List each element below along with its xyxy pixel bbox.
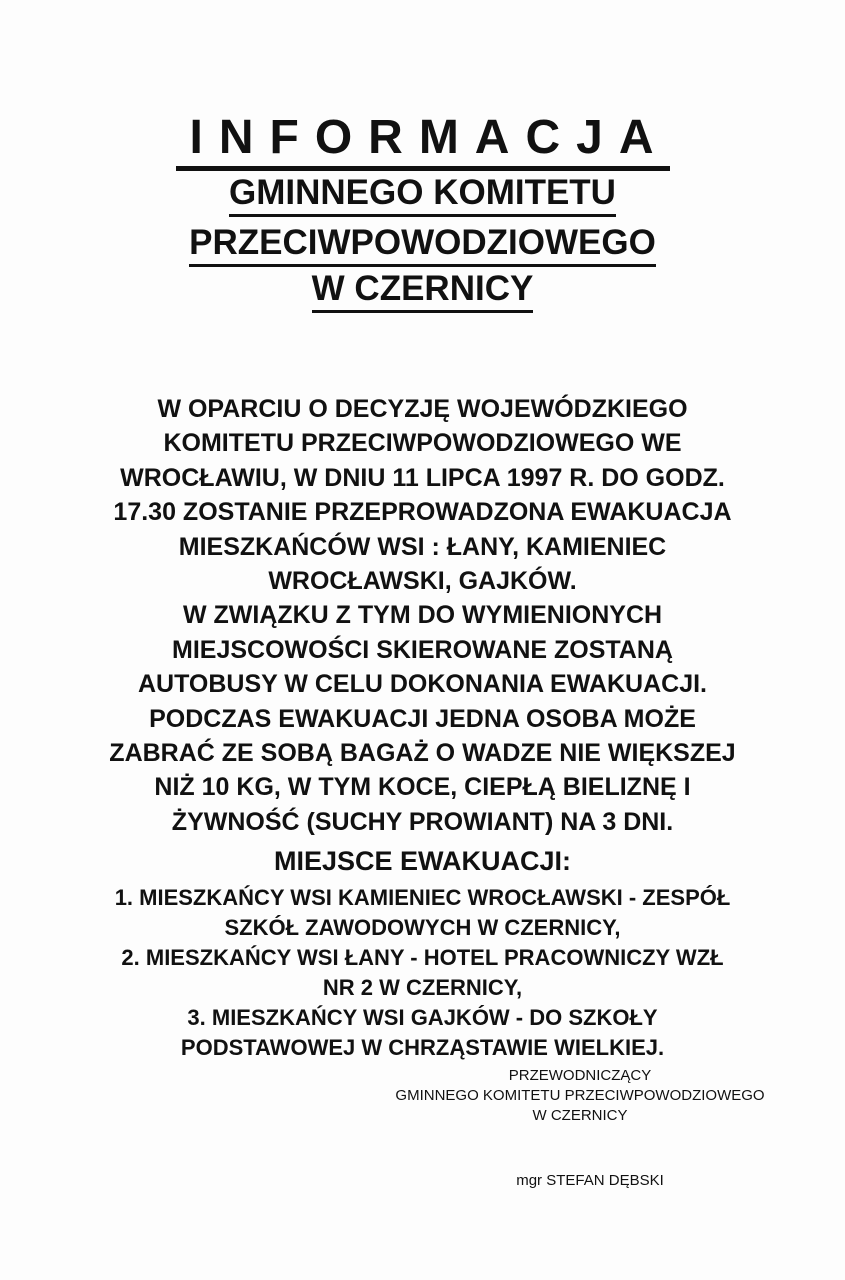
subtitle-line-1-text: GMINNEGO KOMITETU (229, 172, 616, 217)
subtitle-line-2 (0, 222, 845, 267)
body-line: PODCZAS EWAKUACJI JEDNA OSOBA MOŻE (149, 704, 696, 733)
signature-line: W CZERNICY (532, 1107, 628, 1124)
evacuation-line: PODSTAWOWEJ W CHRZĄSTAWIE WIELKIEJ. (180, 1035, 665, 1060)
evacuation-line: SZKÓŁ ZAWODOWYCH W CZERNICY, (224, 915, 621, 940)
evacuation-line: 1. MIESZKAŃCY WSI KAMIENIEC WROCŁAWSKI - ZESPÓŁ (114, 885, 731, 910)
body-line: MIEJSCOWOŚCI SKIEROWANE ZOSTANĄ (172, 635, 673, 664)
signature-line: PRZEWODNICZĄCY (508, 1067, 652, 1084)
announcement-body (40, 392, 805, 839)
body-line: W OPARCIU O DECYZJĘ WOJEWÓDZKIEGO (157, 395, 688, 423)
signer-name: mgr STEFAN DĘBSKI (516, 1172, 664, 1189)
subtitle-line-3-text: W CZERNICY (312, 268, 534, 313)
body-line: W ZWIĄZKU Z TYM DO WYMIENIONYCH (182, 601, 663, 630)
body-line: NIŻ 10 KG, W TYM KOCE, CIEPŁĄ BIELIZNĘ I (154, 773, 691, 802)
body-line: WROCŁAWSKI, GAJKÓW. (268, 567, 577, 596)
notice-title (0, 112, 845, 171)
body-line: KOMITETU PRZECIWPOWODZIOWEGO WE (163, 429, 682, 458)
subtitle-line-3 (0, 268, 845, 313)
evacuation-line: 2. MIESZKAŃCY WSI ŁANY - HOTEL PRACOWNICZY WZŁ (121, 945, 724, 970)
body-line: ZABRAĆ ZE SOBĄ BAGAŻ O WADZE NIE WIĘKSZEJ (109, 739, 736, 768)
evacuation-heading: MIEJSCE EWAKUACJI: (273, 846, 572, 876)
body-line: ŻYWNOŚĆ (SUCHY PROWIANT) NA 3 DNI. (171, 807, 674, 836)
evacuation-line: NR 2 W CZERNICY, (322, 975, 523, 1000)
signature-line: GMINNEGO KOMITETU PRZECIWPOWODZIOWEGO (395, 1087, 765, 1104)
body-line: 17.30 ZOSTANIE PRZEPROWADZONA EWAKUACJA (113, 498, 732, 527)
evacuation-list (30, 883, 815, 1063)
body-line: AUTOBUSY W CELU DOKONANIA EWAKUACJI. (137, 670, 707, 699)
evacuation-line: 3. MIESZKAŃCY WSI GAJKÓW - DO SZKOŁY (187, 1005, 658, 1030)
body-line: WROCŁAWIU, W DNIU 11 LIPCA 1997 R. DO GODZ. (120, 463, 725, 492)
notice-title-text: INFORMACJA (176, 112, 670, 171)
subtitle-line-2-text: PRZECIWPOWODZIOWEGO (189, 222, 656, 267)
signature-block (350, 1066, 810, 1126)
subtitle-line-1 (0, 172, 845, 217)
body-line: MIESZKAŃCÓW WSI : ŁANY, KAMIENIEC (178, 532, 667, 561)
